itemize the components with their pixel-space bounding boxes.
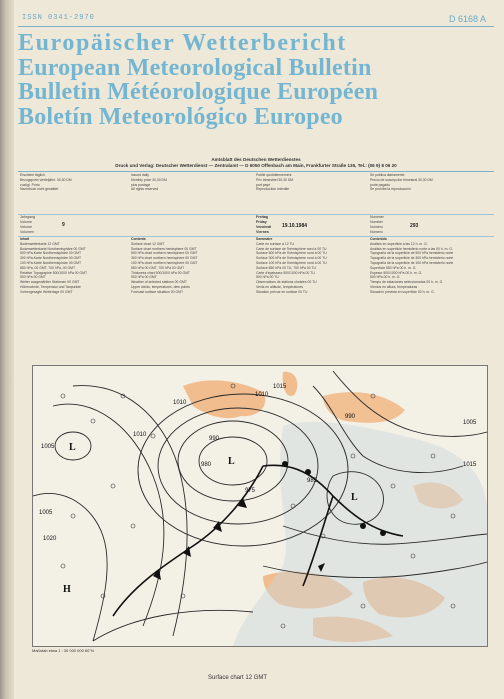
contents-item: Upper winds, temperatures, dew points	[131, 284, 190, 289]
contents-item: Espesor 500/1000 hPa 00 h. m. G.	[370, 270, 423, 275]
contents-item: Vorhergesagte Wetterlage 00 GMT	[20, 289, 73, 294]
contents-item: Análisis en superficie a las 12 h. m. G.	[370, 241, 428, 246]
contents-item: 500 hPa 00 GMT	[131, 275, 157, 280]
contents-item: Carte de surface de l'hémisphère nord à 00 TU	[256, 246, 327, 251]
publisher-address: Druck und Verlag: Deutscher Wetterdienst — Zentralamt — D 6050 Offenbach am Main, Frankfurter Straße 135, Tel.: (06 9) 8 06 20	[115, 163, 397, 168]
isobar-value: 1005	[41, 444, 55, 450]
contents-item: Höhenwinde, Temperatur und Taupunkte	[20, 284, 81, 289]
isobar-value: 1005	[39, 510, 53, 516]
contents-item: Situación prevista en superficie 00 h. m. G.	[370, 289, 435, 294]
page-frame	[18, 12, 494, 692]
contents-german	[20, 237, 136, 295]
isobar-value: 990	[345, 414, 356, 420]
info-col-english	[131, 173, 247, 192]
info-line: Reproduction interdite	[256, 187, 290, 192]
info-line: Prix trimestriel 30,30 DM	[256, 177, 294, 182]
contents-spanish	[370, 237, 486, 295]
binding-edge	[0, 0, 14, 699]
info-table	[18, 173, 494, 365]
issue-number: 293	[410, 223, 419, 229]
number-label: Numéro	[370, 225, 383, 229]
day-label: Friday	[256, 220, 267, 224]
info-line: Bezugspreis vierteljährl. 30,30 DM	[20, 177, 72, 182]
number-label: Number	[370, 220, 383, 224]
info-line: All rights reserved	[131, 187, 159, 192]
info-line: Se publica diariamente	[370, 173, 405, 177]
volume-labels	[20, 215, 35, 235]
isobar-value: 980	[201, 462, 212, 468]
contents-item: Surface chart northern hemisphere 00 GMT	[131, 246, 197, 251]
isobar-value: 990	[209, 436, 220, 442]
contents-item: Análisis en superficie hemisferio norte a las 00 h. m. G.	[370, 246, 453, 251]
contents-item: Thickness chart 500/1000 hPa 00 GMT	[131, 270, 190, 275]
info-col-spanish	[370, 173, 486, 192]
isobar-value: 1015	[463, 462, 477, 468]
map-scale: Maßstab etwa 1 : 30 000 000 60°N	[32, 648, 94, 653]
volume-label: Volumen	[20, 230, 34, 234]
contents-heading: Inhalt	[20, 237, 30, 241]
high-center: H	[63, 584, 71, 595]
warm-front-symbol	[380, 530, 386, 536]
contents-item: 500 hPa-Karte Nordhemisphäre 00 GMT	[20, 251, 82, 256]
info-line: Nachdruck nicht gestattet	[20, 187, 59, 192]
top-rule	[18, 26, 494, 27]
low-center: L	[351, 492, 358, 503]
info-line: Issued daily	[131, 173, 149, 177]
day-label: Viernes	[256, 230, 269, 234]
issn-number: ISSN 0341-2970	[22, 14, 95, 22]
info-line: Publié quotidiennement	[256, 173, 292, 177]
official-gazette-note: Amtsblatt des Deutschen Wetterdienstes	[211, 157, 301, 162]
contents-item: 500 hPa 00 h. m. G.	[370, 275, 401, 280]
info-line: Se prohíbe la reproducción	[370, 187, 411, 192]
isobar-value: 975	[245, 488, 256, 494]
middle-rule	[18, 171, 494, 172]
isobar-value: 1010	[173, 400, 187, 406]
number-labels	[370, 215, 384, 235]
contents-item: Surface 300 hPa de l'hémisphère nord à 00 TU	[256, 256, 327, 261]
contents-french	[256, 237, 372, 295]
title-block	[18, 31, 494, 129]
info-col-french	[256, 173, 372, 192]
contents-item: Carte d'épaisseur 500/1000 hPa 00 TU	[256, 270, 315, 275]
title-english: European Meteorological Bulletin	[18, 54, 372, 81]
contents-item: Vientos en altura, temperaturas	[370, 284, 418, 289]
contents-item: Topografía de la superficie de 500 hPa hemisferio norte	[370, 251, 454, 256]
contents-item: Relative Topographie 500/1000 hPa 00 GMT	[20, 270, 88, 275]
volume-label: Volume	[20, 225, 32, 229]
info-line: zuzügl. Porto	[20, 182, 40, 187]
warm-front-symbol	[282, 461, 288, 467]
contents-item: Wetter ausgewählter Stationen 00 GMT	[20, 280, 80, 285]
contents-item: Superficie 850 hPa 00 h. m. G.	[370, 265, 417, 270]
contents-item: Weather of selected stations 00 GMT	[131, 280, 187, 285]
volume-number: 9	[62, 222, 65, 228]
contents-item: Topografía de la superficie de 300 hPa hemisferio norte	[370, 256, 454, 261]
contents-item: Bodenwetterkarte Nordhemisphäre 00 GMT	[20, 246, 86, 251]
number-label: Número	[370, 230, 383, 234]
contents-item: 300 hPa chart northern hemisphere 00 GMT	[131, 256, 198, 261]
contents-item: Vents en altitude, températures	[256, 284, 303, 289]
contents-heading: Contents	[131, 237, 146, 241]
contents-english	[131, 237, 247, 295]
contents-item: 850 hPa 00 GMT, 700 hPa 00 GMT	[131, 265, 185, 270]
contents-item: Topografía de la superficie de 100 hPa hemisferio norte	[370, 260, 454, 265]
warm-front-symbol	[305, 469, 311, 475]
contents-item: 100 hPa chart northern hemisphere 00 GMT	[131, 260, 198, 265]
number-label: Nummer	[370, 215, 384, 219]
contents-heading: Sommaire	[256, 237, 273, 241]
info-line: plus postage	[131, 182, 151, 187]
contents-item: Surface chart 12 GMT	[131, 241, 165, 246]
contents-item: Surface 500 hPa de l'hémisphère nord à 00 TU	[256, 251, 327, 256]
contents-item: 850 hPa, 00 GMT, 700 hPa, 00 GMT	[20, 265, 76, 270]
volume-label: Volume	[20, 220, 32, 224]
isobar-value: 1005	[463, 420, 477, 426]
info-line: Precio de suscripción trimestral 30,30 DM	[370, 177, 433, 182]
isobar-value: 985	[307, 478, 318, 484]
contents-item: 500 hPa chart northern hemisphere 00 GMT	[131, 251, 198, 256]
day-label: Vendredi	[256, 225, 272, 229]
isobar-value: 1010	[255, 392, 269, 398]
contents-item: Surface 100 hPa de l'hémisphère nord à 00 TU	[256, 260, 327, 265]
title-french: Bulletin Météorologique Européen	[18, 79, 379, 105]
contents-item: 100 hPa-Karte Nordhemisphäre 00 GMT	[20, 260, 82, 265]
isobar-value: 1015	[273, 384, 287, 390]
contents-item: 500 hPa 00 GMT	[20, 275, 46, 280]
isobar-value: 1020	[43, 536, 57, 542]
info-line: porte pagado	[370, 182, 390, 187]
contents-item: Situation prévue en surface 00 TU	[256, 289, 308, 294]
issue-date: 19.10.1984	[282, 223, 308, 229]
contents-item: Bodenwetterkarte 12 GMT	[20, 241, 60, 246]
day-label: Freitag	[256, 215, 268, 219]
publication-code: D 6168 A	[448, 14, 486, 24]
title-german: Europäischer Wetterbericht	[18, 30, 347, 56]
low-center: L	[228, 456, 235, 467]
contents-item: 500 hPa 00 TU	[256, 275, 279, 280]
volume-label: Jahrgang	[20, 215, 35, 219]
surface-weather-map	[32, 365, 488, 647]
isobar-value: 1010	[133, 432, 147, 438]
map-caption: Surface chart 12 GMT	[208, 675, 268, 681]
contents-item: 300 hPa-Karte Nordhemisphäre 00 GMT	[20, 256, 82, 261]
contents-item: Carte en surface à 12 TU	[256, 241, 295, 246]
contents-item: Observations de stations choisies 00 TU	[256, 280, 317, 285]
warm-front-symbol	[360, 523, 366, 529]
title-spanish: Boletín Meteorológico Europeo	[18, 103, 343, 130]
contents-item: Surface 850 hPa 00 TU, 700 hPa 00 TU	[256, 265, 317, 270]
info-line: Erscheint täglich	[20, 173, 45, 177]
info-line: Monthly price 30,30 DM	[131, 177, 167, 182]
info-col-german	[20, 173, 136, 192]
contents-item: Tiempo de estaciones seleccionadas 00 h. m. G.	[370, 280, 444, 285]
day-labels	[256, 215, 271, 235]
contents-item: Forecast surface situation 00 GMT	[131, 289, 184, 294]
contents-heading: Contenido	[370, 237, 387, 241]
low-center: L	[69, 442, 76, 453]
info-line: port payé	[256, 182, 271, 187]
